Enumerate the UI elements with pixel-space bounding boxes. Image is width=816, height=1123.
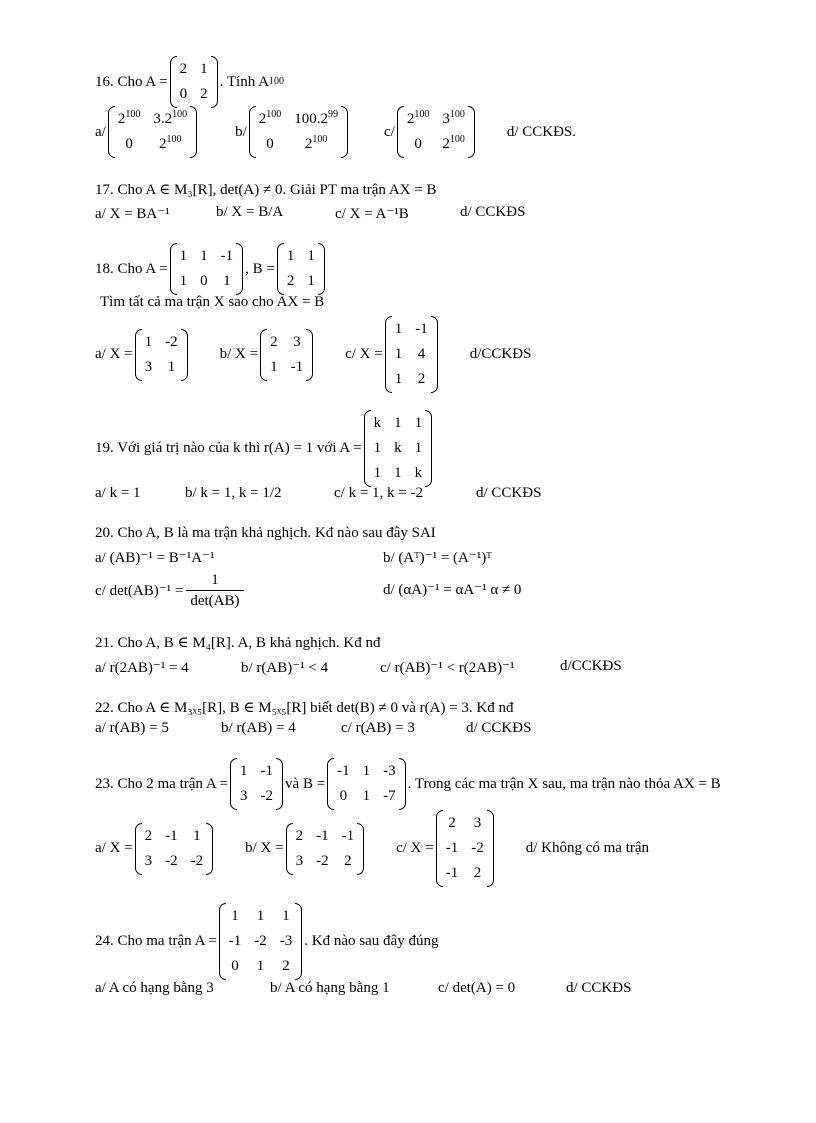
q22-c: c/ r(AB) = 3: [341, 720, 415, 736]
matrix-right-bracket: [341, 106, 348, 158]
matrix-grid: [177, 56, 211, 108]
matrix-left-bracket: [249, 106, 256, 158]
matrix-cell: 0: [339, 788, 348, 804]
matrix-cell: 2: [448, 815, 456, 831]
q20-d: d/ (αA)⁻¹ = αA⁻¹ α ≠ 0: [383, 582, 522, 598]
matrix-cell: 2: [200, 86, 208, 102]
matrix-cell: 0: [414, 136, 422, 152]
matrix-cell: -3: [279, 933, 293, 949]
option-c-matrix: [397, 106, 475, 158]
matrix-cell: 1: [394, 465, 402, 481]
fraction: $\frac{1}{\det(AB)}$: [186, 570, 243, 611]
matrix-cell: 3: [144, 358, 153, 375]
matrix-left-bracket: [135, 329, 142, 381]
matrix-cell: -1: [415, 321, 428, 337]
matrix-cell: 2: [144, 827, 153, 844]
matrix-cell: 1: [223, 273, 231, 289]
q22-stem: 22. Cho A ∈ M₃ₓ₅[R], B ∈ M₅ₓ₅[R] biết det(B) ≠ 0 và r(A) = 3. Kđ nđ: [95, 700, 514, 716]
q19-c: c/ k = 1, k = -2: [334, 485, 423, 501]
q17-stem: 17. Cho A ∈ M₃[R], det(A) ≠ 0. Giải PT ma trận AX = B: [95, 182, 437, 198]
matrix-cell: $2^{100}$: [406, 109, 430, 127]
matrix-cell: -2: [316, 852, 329, 869]
option-b-matrix: [286, 823, 365, 875]
matrix-cell: 100.2$^{99}$: [294, 109, 338, 127]
matrix-cell: 1: [179, 273, 188, 289]
q20-stem: 20. Cho A, B là ma trận khả nghịch. Kđ nào sau đây SAI: [95, 525, 436, 541]
matrix-cell: 3: [293, 333, 301, 350]
matrix-right-bracket: [357, 823, 364, 875]
matrix-grid: [142, 823, 207, 875]
matrix-cell: -1: [228, 933, 242, 949]
q21-d: d/CCKĐS: [560, 658, 622, 674]
matrix-grid: [237, 758, 276, 810]
matrix-cell: 1: [256, 958, 265, 974]
matrix-cell: 1: [179, 248, 188, 264]
q23-options: a/ X = 2 -1 1 3 -2 -2 b/ X = 2 -1 -1 3 -2 2 c/ X = 2 3 -1 -2 -1 2 d/ Không có ma trận: [95, 810, 649, 887]
matrix-A: [170, 56, 218, 108]
option-a-matrix: [135, 329, 188, 381]
matrix-cell: -1: [260, 763, 274, 779]
matrix-cell: 1: [286, 248, 295, 264]
matrix-left-bracket: [286, 823, 293, 875]
matrix-cell: 1: [414, 440, 423, 456]
matrix-cell: $3^{100}$: [442, 109, 465, 127]
matrix-cell: -1: [337, 763, 350, 779]
matrix-left-bracket: [364, 410, 371, 487]
matrix-A: [364, 410, 433, 487]
matrix-cell: -1: [445, 865, 459, 881]
matrix-grid: [142, 329, 181, 381]
matrix-cell: 0: [266, 136, 274, 152]
matrix-cell: -2: [254, 933, 267, 949]
matrix-cell: 1: [394, 415, 402, 431]
matrix-cell: 1: [307, 248, 315, 264]
option-a-matrix: [108, 106, 197, 158]
matrix-cell: 2: [179, 61, 188, 77]
matrix-grid: [284, 243, 318, 295]
matrix-cell: -7: [383, 788, 396, 804]
matrix-cell: 2: [295, 827, 304, 844]
matrix-cell: -1: [316, 827, 329, 844]
matrix-cell: 1: [200, 248, 208, 264]
option-b-matrix: [260, 329, 313, 381]
matrix-cell: k: [373, 415, 382, 431]
matrix-cell: 1: [362, 763, 371, 779]
matrix-grid: [226, 903, 296, 980]
matrix-cell: 1: [256, 908, 265, 924]
matrix-cell: 2: [417, 371, 426, 387]
matrix-cell: -2: [165, 852, 178, 869]
matrix-left-bracket: [260, 329, 267, 381]
q18-stem: 18. Cho A = 1 1 -1 1 0 1 , B = 1 1 2 1: [95, 243, 327, 295]
q23-stem: 23. Cho 2 ma trận A = 1 -1 3 -2 và B = -1 1 -3 0 1 -7 . Trong các ma trận X sau, ma trận nào thỏa AX = B: [95, 758, 721, 810]
matrix-cell: 2: [473, 865, 482, 881]
matrix-cell: 1: [394, 321, 403, 337]
q22-b: b/ r(AB) = 4: [221, 720, 296, 736]
q21-stem: 21. Cho A, B ∈ M₄[R]. A, B khả nghịch. Kđ nđ: [95, 635, 381, 651]
matrix-right-bracket: [487, 810, 494, 887]
matrix-cell: 2: [282, 958, 290, 974]
matrix-cell: 0: [179, 86, 188, 102]
matrix-left-bracket: [385, 316, 392, 393]
matrix-cell: 0: [231, 958, 239, 974]
matrix-cell: 2: [270, 333, 278, 350]
q17-d: d/ CCKĐS: [460, 204, 526, 220]
matrix-cell: 4: [417, 346, 426, 362]
matrix-grid: [293, 823, 358, 875]
matrix-cell: 1: [270, 358, 278, 375]
matrix-right-bracket: [431, 316, 438, 393]
q21-b: b/ r(AB)⁻¹ < 4: [241, 660, 329, 676]
matrix-cell: $2^{100}$: [258, 109, 282, 127]
matrix-cell: 1: [282, 908, 290, 924]
matrix-right-bracket: [318, 243, 325, 295]
matrix-A: [219, 903, 303, 980]
q19-stem: 19. Với giá trị nào của k thì r(A) = 1 với A = k 1 1 1 k 1 1 1 k: [95, 410, 434, 487]
matrix-cell: 1: [240, 763, 248, 779]
matrix-left-bracket: [277, 243, 284, 295]
q24-stem: 24. Cho ma trận A = 1 1 1 -1 -2 -3 0 1 2 . Kđ nào sau đây đúng: [95, 903, 438, 980]
matrix-B: [277, 243, 325, 295]
q20-c: c/ det(AB)⁻¹ = $\frac{1}{\det(AB)}$: [95, 570, 247, 611]
matrix-left-bracket: [397, 106, 404, 158]
matrix-right-bracket: [181, 329, 188, 381]
matrix-grid: [392, 316, 431, 393]
matrix-cell: 1: [394, 346, 403, 362]
q24-b: b/ A có hạng bằng 1: [270, 980, 390, 996]
q16-options: a/ $2^{100}$ $3.2^{100}$ 0 $2^{100}$ b/ $2^{100}$ 100.2$^{99}$ 0 $2^{100}$ c/ $2^{100}$ $3^{100}$ 0 $2^{100}$ d/ CCKĐS.: [95, 106, 576, 158]
matrix-left-bracket: [327, 758, 334, 810]
matrix-cell: $2^{100}$: [117, 109, 141, 127]
matrix-cell: 0: [125, 136, 133, 152]
matrix-cell: 3: [473, 815, 482, 831]
matrix-right-bracket: [190, 106, 197, 158]
q22-a: a/ r(AB) = 5: [95, 720, 169, 736]
matrix-grid: [177, 243, 237, 295]
q24-d: d/ CCKĐS: [566, 980, 632, 996]
matrix-cell: 1: [231, 908, 239, 924]
q17-b: b/ X = B/A: [216, 204, 284, 220]
option-a-matrix: [135, 823, 214, 875]
matrix-cell: $2^{100}$: [158, 134, 182, 152]
matrix-cell: 0: [200, 273, 208, 289]
matrix-left-bracket: [170, 56, 177, 108]
matrix-cell: k: [394, 440, 402, 456]
matrix-left-bracket: [170, 243, 177, 295]
matrix-left-bracket: [219, 903, 226, 980]
matrix-cell: 1: [307, 273, 315, 289]
q19-a: a/ k = 1: [95, 485, 141, 501]
q16-stem: 16. Cho A = 2 1 0 2 . Tính A 100: [95, 56, 284, 108]
matrix-left-bracket: [230, 758, 237, 810]
matrix-right-bracket: [211, 56, 218, 108]
matrix-cell: 1: [200, 61, 208, 77]
matrix-left-bracket: [436, 810, 443, 887]
matrix-cell: 1: [362, 788, 371, 804]
matrix-cell: -2: [190, 852, 204, 869]
option-c-matrix: [385, 316, 438, 393]
matrix-left-bracket: [135, 823, 142, 875]
matrix-right-bracket: [399, 758, 406, 810]
matrix-right-bracket: [468, 106, 475, 158]
q19-b: b/ k = 1, k = 1/2: [185, 485, 282, 501]
q20-b: b/ (Aᵀ)⁻¹ = (A⁻¹)ᵀ: [383, 550, 492, 566]
matrix-cell: 1: [373, 465, 382, 481]
matrix-grid: [443, 810, 487, 887]
matrix-grid: [267, 329, 306, 381]
q21-c: c/ r(AB)⁻¹ < r(2AB)⁻¹: [380, 660, 515, 676]
matrix-cell: -1: [445, 840, 459, 856]
q24-c: c/ det(A) = 0: [438, 980, 516, 996]
matrix-cell: 3: [144, 852, 153, 869]
matrix-cell: 2: [286, 273, 295, 289]
q22-d: d/ CCKĐS: [466, 720, 532, 736]
matrix-cell: $2^{100}$: [442, 134, 465, 152]
matrix-cell: -1: [290, 358, 304, 375]
matrix-grid: [404, 106, 468, 158]
q17-a: a/ X = BA⁻¹: [95, 206, 170, 222]
matrix-right-bracket: [236, 243, 243, 295]
matrix-cell: $2^{100}$: [304, 134, 328, 152]
matrix-grid: [115, 106, 190, 158]
q19-d: d/ CCKĐS: [476, 485, 542, 501]
matrix-cell: 1: [373, 440, 382, 456]
matrix-cell: k: [414, 465, 423, 481]
matrix-cell: -2: [260, 788, 274, 804]
matrix-cell: 2: [344, 852, 352, 869]
matrix-cell: -1: [341, 827, 355, 844]
matrix-cell: -1: [220, 248, 234, 264]
matrix-cell: -2: [471, 840, 484, 856]
matrix-right-bracket: [276, 758, 283, 810]
matrix-cell: 3: [295, 852, 304, 869]
matrix-right-bracket: [295, 903, 302, 980]
matrix-right-bracket: [306, 329, 313, 381]
matrix-grid: [371, 410, 426, 487]
matrix-left-bracket: [108, 106, 115, 158]
matrix-grid: [256, 106, 341, 158]
matrix-cell: 1: [167, 358, 176, 375]
matrix-cell: 1: [414, 415, 423, 431]
matrix-cell: -1: [165, 827, 178, 844]
q24-a: a/ A có hạng bằng 3: [95, 980, 214, 996]
q17-c: c/ X = A⁻¹B: [335, 206, 409, 222]
q18-options: a/ X = 1 -2 3 1 b/ X = 2 3 1 -1 c/ X = 1 -1 1 4 1 2 d/CCKĐS: [95, 316, 531, 393]
matrix-right-bracket: [206, 823, 213, 875]
matrix-cell: 1: [144, 333, 153, 350]
q20-a: a/ (AB)⁻¹ = B⁻¹A⁻¹: [95, 550, 215, 566]
matrix-cell: 3: [240, 788, 248, 804]
matrix-A: [170, 243, 244, 295]
option-b-matrix: [249, 106, 348, 158]
matrix-B: [327, 758, 406, 810]
q18-stem2: Tìm tất cả ma trận X sao cho AX = B: [100, 294, 325, 310]
q21-a: a/ r(2AB)⁻¹ = 4: [95, 660, 189, 676]
matrix-A: [230, 758, 283, 810]
option-c-matrix: [436, 810, 494, 887]
matrix-cell: 1: [394, 371, 403, 387]
matrix-cell: $3.2^{100}$: [153, 109, 188, 127]
matrix-cell: -2: [165, 333, 178, 350]
matrix-cell: -3: [383, 763, 396, 779]
matrix-right-bracket: [425, 410, 432, 487]
matrix-grid: [334, 758, 399, 810]
matrix-cell: 1: [193, 827, 201, 844]
